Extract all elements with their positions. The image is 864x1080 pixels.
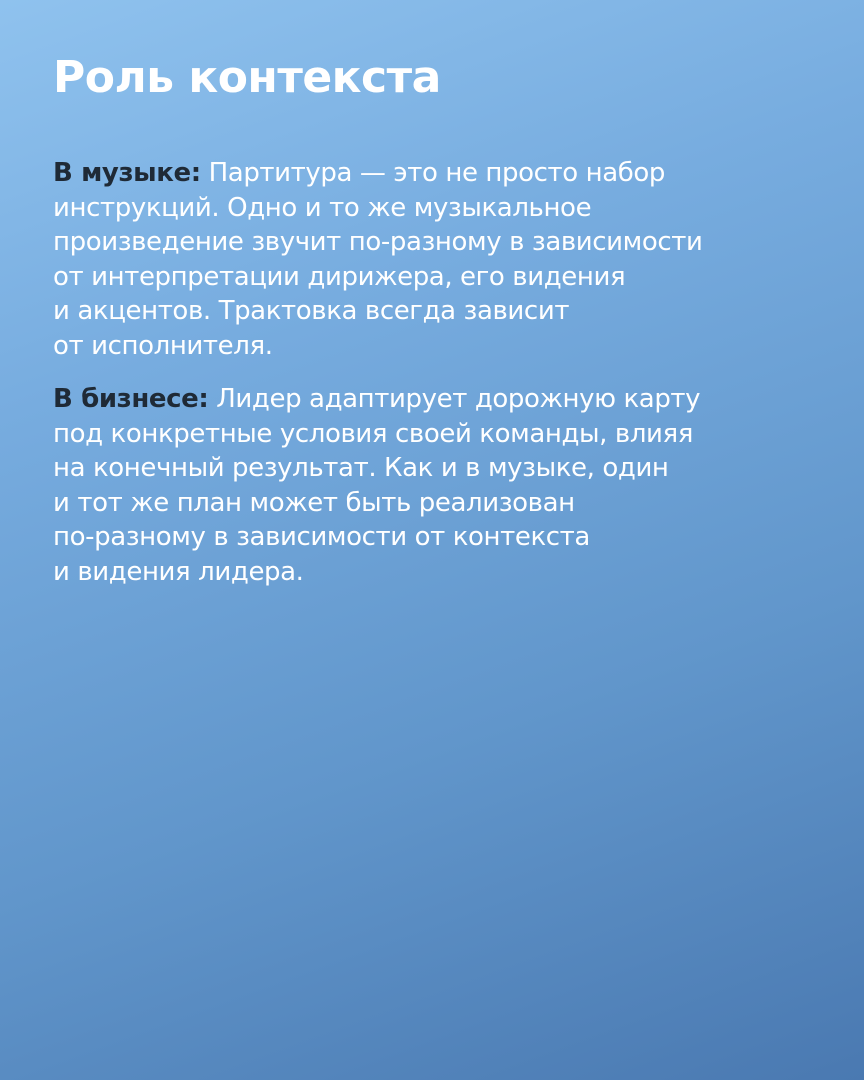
paragraph-line: под конкретные условия своей команды, влияя bbox=[53, 418, 694, 449]
paragraph-line: по-разному в зависимости от контекста bbox=[53, 522, 590, 552]
paragraph-line: от интерпретации дирижера, его видения bbox=[53, 261, 626, 292]
business-paragraph bbox=[53, 382, 700, 589]
paragraph-line bbox=[53, 156, 703, 191]
paragraph-line bbox=[53, 382, 700, 417]
paragraph-line: на конечный результат. Как и в музыке, один bbox=[53, 453, 669, 483]
paragraph-line: произведение звучит по-разному в зависимости bbox=[53, 227, 703, 257]
paragraph-line: инструкций. Одно и то же музыкальное bbox=[53, 192, 592, 223]
music-paragraph bbox=[53, 156, 703, 363]
paragraph-line: и тот же план может быть реализован bbox=[53, 487, 575, 518]
paragraph-text: Партитура — это не просто набор bbox=[200, 158, 666, 188]
slide-title: Роль контекста bbox=[53, 52, 441, 103]
music-lead: В музыке: bbox=[53, 158, 201, 188]
business-lead: В бизнесе: bbox=[53, 384, 209, 414]
paragraph-text: Лидер адаптирует дорожную карту bbox=[208, 384, 701, 414]
paragraph-line: и видения лидера. bbox=[53, 556, 304, 587]
paragraph-line: от исполнителя. bbox=[53, 330, 273, 361]
paragraph-line: и акцентов. Трактовка всегда зависит bbox=[53, 296, 570, 326]
